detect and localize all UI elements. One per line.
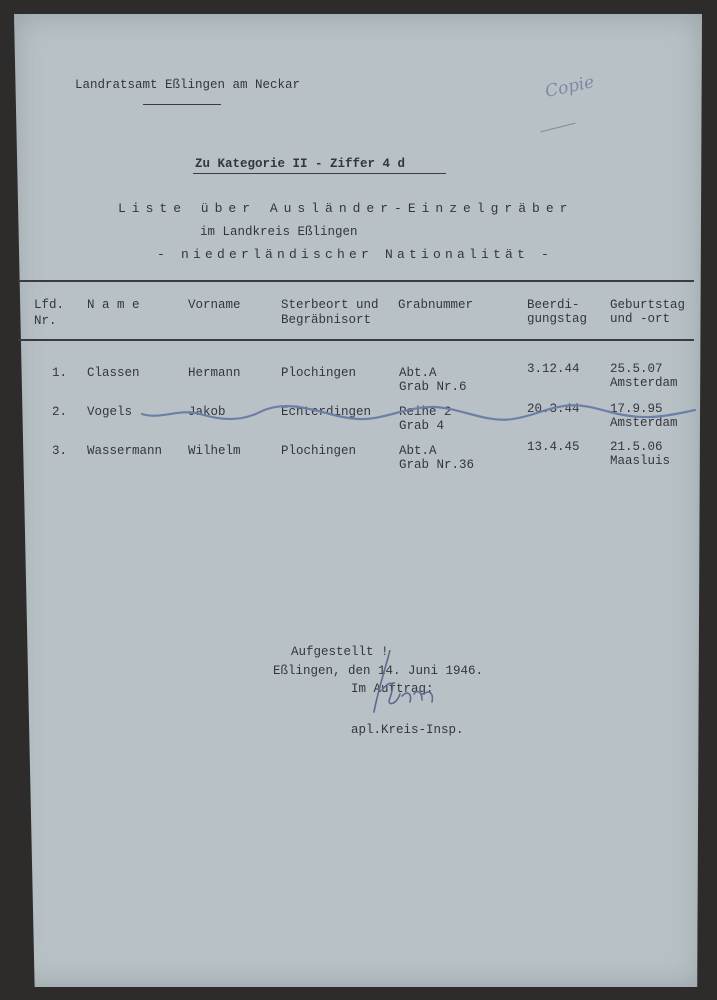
im-auftrag-text: Im Auftrag: (351, 682, 434, 696)
table-top-rule (18, 280, 694, 282)
row-1-grab-1: Abt.A (399, 366, 437, 380)
col-header-geb-1: Geburtstag (610, 298, 686, 312)
table-row: 2. (52, 405, 68, 419)
place-date-text: Eßlingen, den 14. Juni 1946. (273, 664, 484, 678)
office-underline (143, 104, 221, 105)
row-2-name: Vogels (87, 405, 133, 419)
row-2-geb-1: 17.9.95 (610, 402, 663, 416)
row-1-geb-2: Amsterdam (610, 376, 678, 390)
row-3-grab-2: Grab Nr.36 (399, 458, 475, 472)
row-1-ort: Plochingen (281, 366, 357, 380)
col-header-lfd: Lfd. (34, 298, 65, 312)
position-text: apl.Kreis-Insp. (351, 723, 464, 737)
col-header-beerd-2: gungstag (527, 312, 588, 326)
strike-through-scribble (140, 400, 700, 430)
row-2-grab-2: Grab 4 (399, 419, 445, 433)
col-header-geb-2: und -ort (610, 312, 671, 326)
row-2-beerd: 20.3.44 (527, 402, 580, 416)
row-2-ort: Echterdingen (281, 405, 372, 419)
aufgestellt-text: Aufgestellt ! (291, 645, 389, 659)
row-3-beerd: 13.4.45 (527, 440, 580, 454)
title-line-1: Liste über Ausländer-Einzelgräber (118, 201, 574, 216)
row-3-vorname: Wilhelm (188, 444, 241, 458)
title-line-2: im Landkreis Eßlingen (200, 225, 358, 239)
table-row: 1. (52, 366, 68, 380)
col-header-grab: Grabnummer (398, 298, 474, 312)
row-1-vorname: Hermann (188, 366, 241, 380)
row-2-grab-1: Reihe 2 (399, 405, 452, 419)
row-3-geb-2: Maasluis (610, 454, 671, 468)
row-3-ort: Plochingen (281, 444, 357, 458)
table-header-rule (18, 339, 694, 341)
row-3-name: Wassermann (87, 444, 163, 458)
col-header-sterbeort-2: Begräbnisort (281, 313, 372, 327)
col-header-name: N a m e (87, 298, 140, 312)
handwritten-annotation: Copie (543, 72, 597, 102)
row-3-grab-1: Abt.A (399, 444, 437, 458)
title-line-3: - niederländischer Nationalität - (157, 247, 554, 262)
row-1-beerd: 3.12.44 (527, 362, 580, 376)
col-header-beerd-1: Beerdi- (527, 298, 580, 312)
office-heading: Landratsamt Eßlingen am Neckar (75, 78, 301, 92)
category-underline (193, 173, 446, 174)
category-heading: Zu Kategorie II - Ziffer 4 d (195, 157, 406, 171)
row-1-geb-1: 25.5.07 (610, 362, 663, 376)
table-row: 3. (52, 444, 68, 458)
handwritten-signature (360, 650, 460, 720)
row-2-geb-2: Amsterdam (610, 416, 678, 430)
row-2-vorname: Jakob (188, 405, 226, 419)
row-3-geb-1: 21.5.06 (610, 440, 663, 454)
row-1-name: Classen (87, 366, 140, 380)
col-header-nr: Nr. (34, 314, 57, 328)
col-header-sterbeort-1: Sterbeort und (281, 298, 379, 312)
row-1-grab-2: Grab Nr.6 (399, 380, 467, 394)
col-header-vorname: Vorname (188, 298, 241, 312)
